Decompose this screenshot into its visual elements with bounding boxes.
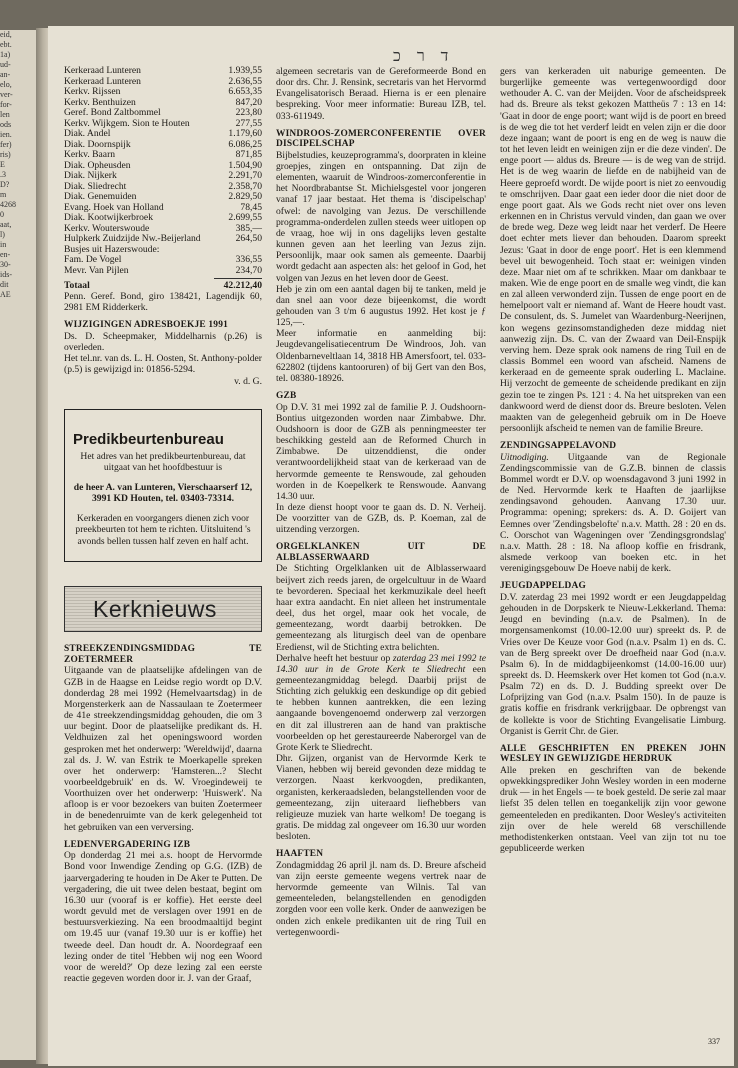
prev-page-fragment: 1a)	[0, 50, 11, 59]
heading-orgelklanken: ORGELKLANKEN UIT DE ALBLASSERWAARD	[276, 542, 486, 563]
donation-row: Diak. Andel 1.179,60	[64, 128, 262, 139]
prev-page-fragment: elo,	[0, 80, 12, 89]
prev-page-fragment: fer)	[0, 140, 12, 149]
heading-gzb: GZB	[276, 391, 297, 402]
previous-page-edge	[0, 30, 36, 1060]
page-number: 337	[708, 1037, 720, 1046]
donation-row: Diak. Kootwijkerbroek 2.699,55	[64, 212, 262, 223]
prev-page-fragment: ebt.	[0, 40, 12, 49]
prev-page-fragment: .3	[0, 170, 6, 179]
prev-page-fragment: ris)	[0, 150, 11, 159]
prev-page-fragment: AE	[0, 290, 11, 299]
total-note: Penn. Geref. Bond, giro 138421, Lagendijk 60, 2981 EM Ridderkerk.	[64, 291, 262, 314]
box-title: Predikbeurtenbureau	[73, 430, 224, 448]
donation-row: Evang. Hoek van Holland 78,45	[64, 201, 262, 213]
prev-page-fragment: ud-	[0, 60, 11, 69]
donation-row: Busjes uit Hazerswoude:	[64, 243, 160, 255]
heading-windroos: WINDROOS-ZOMERCONFERENTIE OVER DISCIPELSCHAP	[276, 128, 486, 150]
donation-list	[64, 66, 262, 276]
prev-page-fragment: an-	[0, 70, 11, 79]
heading-jeugdappeldag: JEUGDAPPELDAG	[500, 581, 586, 592]
donation-row: Kerkv. Baarn 871,85	[64, 149, 262, 160]
prev-page-fragment: for-	[0, 100, 12, 109]
top-mark: ד ר כ	[393, 48, 455, 65]
total-rule	[214, 278, 262, 279]
prev-page-fragment: ods	[0, 120, 12, 129]
signature: v. d. G.	[234, 375, 262, 387]
prev-page-fragment: 4268	[0, 200, 16, 209]
column-1: Kerkeraad Lunteren 1.939,55 Kerkeraad Lunteren 2.636,55 Kerkv. Rijssen 6.653,35 Kerkv. Benthuizen 847,20 Geref. Bond Zaltbommel 223,80 Kerkv. Wijkgem. Sion te Houten 277,55 Diak. Andel 1.179,60 Diak. Doornspijk 6.086,25 Kerkv. Baarn 871,85 Diak. Opheusden 1.504,90 Diak. Nijkerk 2.291,70 Diak. Sliedrecht 2.358,70 Diak. Genemuiden 2.829,50 Evang. Hoek van Holland 78,45 Diak. Kootwijkerbroek 2.699,55 Kerkv. Wouterswoude 385,— Hulpkerk Zuidzijde Nw.-Beijerland 264,50 Busjes uit Hazerswoude: Fam. De Vogel 336,55 Mevr. Van Pijlen 234,70 Totaal 42.212,40 Penn. Geref. Bond, giro 138421, Lagendijk 60, 2981 EM Ridderkerk. WIJZIGINGEN ADRESBOEKJE 1991 Ds. D. Scheepmaker, Middelharnis (p.26) is overleden. Het tel.nr. van ds. L. H. Oosten, St. Anthony-polder (p.5) is gewijzigd in: 01856-5294. v. d. G. Predikbeurtenbureau Het adres van het predikbeurtenbureau, dat uitgaat van het hoofdbestuur is de heer A. van Lunteren, Vierschaarserf 12, 3991 KD Houten, tel. 03403-73314. Kerkeraden en voorgangers dienen zich voor preekbeurten tot hem te richten. Uitsluitend 's avonds bellen tussen half zeven en half acht. Kerknieuws STREEKZENDINGSMIDDAG TE ZOETERMEER Uitgaande van de plaatselijke afdelingen van de GZB in de Haagse en Leidse regio wordt op D.V. donderdag 28 mei 1992 (Hemelvaartsdag) in de Morgensterkerk aan de Nassaulaan te Zoetermeer de 41e streekzendingsmiddag gehouden, die om 3 uur begint. Door de plaatselijke predikant ds. H. Veldhuizen zal het openingswoord worden gesproken met het onderwerp: 'Wereldwijd', daarna zal ds. J. W. van Estrik te Moerkapelle spreken over het onderwerp: 'Hamsteren...? Slecht voorbeeldgebruik' en ds. W. Vroegindeweij te Voorthuizen over het onderwerp: 'Huiswerk'. Na afloop is er voor bezoekers van buiten Zoetermeer in de benedenruimte van de kerk gelegenheid tot het gebruiken van een verversing. LEDENVERGADERING IZB Op donderdag 21 mei a.s. hoopt de Hervormde Bond voor Inwendige Zending op G.G. (IZB) de jaarvergadering te houden in De Aker te Putten. De vergadering, die uit twee delen bestaat, begint om 16.30 uur (vooraf is er koffie). Het eerste deel wordt gevuld met de verslagen over 1991 en de bestuursverkiezing. Na een broodmaaltijd begint om 19.45 uur (vanaf 19.30 uur is er koffie) het tweede deel. Dan houdt dr. A. Noordegraaf een lezing onder de titel 'Hebben wij nog een Woord voor de wereld?' Op deze lezing zal een eerste reactie gegeven worden door ir. J. van der Graaf,	[64, 65, 262, 984]
prev-page-fragment: ien.	[0, 130, 12, 139]
donation-row: Mevr. Van Pijlen 234,70	[64, 264, 262, 276]
column-3: gers van kerkeraden uit naburige gemeenten. De burgerlijke gemeente was vertegenwoordigd door wethouder A. C. van der Meijden. Voor de afscheidspreek had ds. Breure als tekst gekozen Mattheüs 7 : 13 en 14: 'Gaat in door de enge poort; want wijd is de poort en breed is de weg die tot het verderf leidt en velen zijn er die door deze ingaan; want de poort is eng en de weg is nauw die tot het leven leidt en weinigen zijn er die deze vinden'. De enge poort — aldus ds. Breure — is de weg van de strijd. Het is de weg waarin de liefde en de nabijheid van de Heere geproefd wordt. De wijde poort is niet zo eenvoudig te omschrijven. Daar gaat een ieder door die niet door de enge poort gaat. Als we Gods recht niet over ons leven erkennen en in Christus vervuld vinden, dan gaan we over de brede weg. Deze weg leidt naar het verderf. De Heere doet echter mets liever dan behouden. Daarom spreekt Jezus: 'Gaat in door de enge poort'. Het is een klemmend bevel uit bewogenheid. Toch staat er: weinigen vinden deze. Maar niet om af te schrikken. Maar om dankbaar te maken. Wie de enge poort en de smalle weg vindt, die kan en zal alleen verwonderd zijn. Tussen de enge poort en de hemelpoort valt er niemand af. Want de Heere houdt vast. De consulent, ds. S. Jumelet van Waardenburg-Neerijnen, kon wegens gezinsomstandigheden deze middag niet aanwezig zijn. Ds. C. van der Zwaard van Deil-Enspijk verving hem. Deze sprak ook namens de ring Tuil en de classis Bommel een woord van afscheid. Namens de kerkeraad en de gemeente sprak ouderling L. Maclaine. Hij verzocht de gemeente de scheidende predikant en zijn gezin toe te zingen Ps. 121 : 4. Na het uitspreken van een dankwoord werd de dienst door ds. Breure besloten. Velen maakten van de gelegenheid gebruik om in De Hoeve persoonlijk afscheid te nemen van de familie Breure. ZENDINGSAPPELAVOND Uitnodiging. Uitgaande van de Regionale Zendingscommissie van de G.Z.B. binnen de classis Bommel wordt er D.V. op woensdagavond 3 juni 1992 in de Ned. Hervormde kerk te Haaften de jaarlijkse zendingsavond gehouden. Aanvang 17.30 uur. Programma: opening; sprekers: ds. A. D. Goijert van Eemnes over 'Zendingsbelofte' n.a.v. Matth. 28 : 20 en ds. C. Oorschot van Wageningen over 'Zendingsgrondslag' n.a.v. Matth. 28 : 18. Na afloop koffie en frisdrank, alsmede verkoop van boeken etc. in het verenigingsgebouw De Hoeve nabij de kerk. JEUGDAPPELDAG D.V. zaterdag 23 mei 1992 wordt er een Jeugdappeldag gehouden in de Dorpskerk te Nieuw-Lekkerland. Thema: Jeugd en bevinding (n.a.v. de Psalmen). In de morgensamenkomst (10.00-12.00 uur) spreekt ds. P. de Vries over De Keuze voor God (n.a.v. Psalm 1) en ds. C. van de Berg spreekt over De droefheid naar God (n.a.v. Psalm 6). In de middagbijeenkomst (14.00-16.00 uur) spreekt ds. D. Heemskerk over Het komen tot God (n.a.v. Psalm 72) en ds. D. J. Budding spreekt over De Lofprijzing van God (n.a.v. Psalm 150). In de pauze is gratis koffie en frisdrank verkrijgbaar. De opbrengst van de kollekte is voor de Stichting Evangelisatie Limburg. Organist is Gerrit Chr. de Gier. ALLE GESCHRIFTEN EN PREKEN JOHN WESLEY IN GEWIJZIGDE HERDRUK Alle preken en geschriften van de bekende opwekkingsprediker John Wesley worden in een moderne druk — in het Engels — te boek gesteld. De serie zal maar liefst 35 delen tellen en toegankelijk zijn voor gewone gemeenteleden en predikanten. Door Wesley's activiteiten zijn over de hele wereld 68 verschillende methodistenkerken ontstaan. Veel van zijn tot nu toe gepubliceerde werken	[500, 66, 726, 854]
zend-paragraph: Uitnodiging. Uitgaande van de Regionale Zendingscommissie van de G.Z.B. binnen de classis Bommel wordt er D.V. op woensdagavond 3 juni 1992 in de Ned. Hervormde kerk te Haaften de jaarlijkse zendingsavond gehouden. Aanvang 17.30 uur. Programma: opening; sprekers: ds. A. D. Goijert van Eemnes over 'Zendingsbelofte' n.a.v. Matth. 28 : 20 en ds. C. Oorschot van Wageningen over 'Zendingsgrondslag' n.a.v. Matth. 28 : 18. Na afloop koffie en frisdrank, alsmede verkoop van boeken etc. in het verenigingsgebouw De Hoeve nabij de kerk.	[500, 451, 726, 575]
page	[48, 26, 734, 1066]
prev-page-fragment: aat,	[0, 220, 12, 229]
donation-row: Fam. De Vogel 336,55	[64, 254, 262, 265]
kerknieuws-banner: Kerknieuws	[64, 586, 262, 632]
prev-page-fragment: m	[0, 190, 7, 199]
total-row: Totaal 42.212,40	[64, 280, 262, 291]
donation-row: Kerkv. Wijkgem. Sion te Houten 277,55	[64, 117, 262, 129]
heading-adresboekje: WIJZIGINGEN ADRESBOEKJE 1991	[64, 320, 228, 331]
prev-page-fragment: ids-	[0, 270, 12, 279]
donation-row: Geref. Bond Zaltbommel 223,80	[64, 107, 262, 118]
column-2: algemeen secretaris van de Gereformeerde Bond en door drs. Chr. J. Rensink, secretaris van het Hervormd Evangelisatorisch Beraad. Hierna is er een plenaire bespreking. Voor meer informatie: Bureau IZB, tel. 033-611949. WINDROOS-ZOMERCONFERENTIE OVER DISCIPELSCHAP Bijbelstudies, keuzeprogramma's, doorpraten in kleine groepjes, zingen en ontspanning. Dat zijn de elementen, waaruit de Windroos-zomerconferentie in het Noordbrabantse St. Michielsgestel voor jongeren vanaf 17 jaar bestaat. Het thema is 'discipelschap' ofwel: de navolging van Jezus. De verschillende programma-onderdelen zullen steeds weer uitlopen op de vraag, hoe wij in ons dagelijks leven gestalte kunnen geven aan het leerling van Jezus zijn. Persoonlijk, maar ook samen als gemeente. Daarbij wordt gedacht aan aspecten als: het geloof in God, het volgen van Jezus en het leven door de Geest. Heb je zin om een aantal dagen bij te tanken, meld je dan snel aan voor deze bijeenkomst, die wordt gehouden van 3 t/m 6 augustus 1992. Het kost je ƒ 125,—. Meer informatie en aanmelding bij: Jeugdevangelisatiecentrum De Windroos, Joh. van Oldenbarneveltlaan 14, 3818 HB Amersfoort, tel. 033-622802 (tijdens kantooruren) of bij Gert van den Bos, tel. 08380-18926. GZB Op D.V. 31 mei 1992 zal de familie P. J. Oudshoorn-Bontius uitgezonden worden naar Zimbabwe. Dhr. Oudshoorn is door de GZB als penningmeester ter beschikking gesteld aan de Reformed Church in Zimbabwe. De uitzenddienst, die onder verantwoordelijkheid staat van de kerkeraad van de hervormde gemeente te Renswoude, zal gehouden worden in de Koepelkerk te Renswoude. Aanvang 14.30 uur. In deze dienst hoopt voor te gaan ds. D. N. Verheij. De voorzitter van de GZB, ds. P. Koeman, zal de uitzending verzorgen. ORGELKLANKEN UIT DE ALBLASSERWAARD De Stichting Orgelklanken uit de Alblasserwaard beijvert zich reeds jaren, de orgelcultuur in de Waard te bevorderen. Speciaal het kerkmuzikale deel heeft haar extra aandacht. En niet alleen het instrumentale deel, dus het orgel, maar ook het vocale, de gemeentezang, wordt daarbij betrokken. De gemeentezang als liturgisch deel van de openbare Eredienst, wil de Stichting extra belichten. Derhalve heeft het bestuur op zaterdag 23 mei 1992 te 14.30 uur in de Grote Kerk te Sliedrecht een gemeentezangmiddag belegd. Daarbij prijst de Stichting zich gelukkig een deskundige op dit gebied te hebben kunnen aantrekken, die een lezing aangaande bovengenoemd onderwerp zal verzorgen en dit zal illustreren aan de hand van praktische voorbeelden op het gerestaureerde Naberorgel van de Grote Kerk te Sliedrecht. Dhr. Gijzen, organist van de Hervormde Kerk te Vianen, hebben wij bereid gevonden deze middag te verzorgen. Naast kerkvoogden, predikanten, organisten, kerkeraadsleden, belangstellenden voor de gemeentezang, zijn uiteraard liefhebbers van religieuze muziek van harte welkom! De toegang is gratis. De middag zal ongeveer om 16.30 uur worden besloten. HAAFTEN Zondagmiddag 26 april jl. nam ds. D. Breure afscheid van zijn eerste gemeente wegens vertrek naar de hervormde gemeente van Wilnis. Tal van gemeenteleden, belangstellenden en genodigden zorgden voor een volle kerk. Onder de aanwezigen be onden zich enkele predikanten uit de ring Tuil en vertegenwoordi-	[276, 66, 486, 938]
prev-page-fragment: eid,	[0, 30, 12, 39]
prev-page-fragment: dit	[0, 280, 9, 289]
prev-page-fragment: len	[0, 110, 10, 119]
prev-page-fragment: in	[0, 240, 7, 249]
prev-page-fragment: l)	[0, 230, 5, 239]
donation-row: Kerkv. Benthuizen 847,20	[64, 96, 262, 108]
prev-page-fragment: E	[0, 160, 5, 169]
donation-row: Kerkeraad Lunteren 1.939,55	[64, 65, 262, 76]
heading-ledenvergadering: LEDENVERGADERING IZB	[64, 839, 191, 850]
orgel-paragraph-2: Derhalve heeft het bestuur op zaterdag 23 mei 1992 te 14.30 uur in de Grote Kerk te Sliedrecht een gemeentezangmiddag belegd. Daarbij prijst de Stichting zich gelukkig een deskundige op dit gebied te hebben kunnen aantrekken, die een lezing aangaande bovengenoemd onderwerp zal verzorgen en dit zal illustreren aan de hand van praktische voorbeelden op het gerestaureerde Naberorgel van de Grote Kerk te Sliedrecht.	[276, 652, 486, 753]
heading-wesley: ALLE GESCHRIFTEN EN PREKEN JOHN WESLEY IN GEWIJZIGDE HERDRUK	[500, 743, 726, 765]
prev-page-fragment: ver-	[0, 90, 13, 99]
donation-row: Kerkv. Wouterswoude 385,—	[64, 222, 262, 234]
prev-page-fragment: D?	[0, 180, 10, 189]
donation-row: Diak. Sliedrecht 2.358,70	[64, 180, 262, 192]
donation-row: Kerkv. Rijssen 6.653,35	[64, 86, 262, 97]
prev-page-fragment: 30-	[0, 260, 11, 269]
heading-zendingsappelavond: ZENDINGSAPPELAVOND	[500, 441, 617, 452]
predikbeurtenbureau-box: Predikbeurtenbureau Het adres van het predikbeurtenbureau, dat uitgaat van het hoofdbestuur is de heer A. van Lunteren, Vierschaarserf 12, 3991 KD Houten, tel. 03403-73314. Kerkeraden en voorgangers dienen zich voor preekbeurten tot hem te richten. Uitsluitend 's avonds bellen tussen half zeven en half acht.	[64, 409, 262, 563]
donation-row: Diak. Opheusden 1.504,90	[64, 159, 262, 171]
donation-row: Diak. Genemuiden 2.829,50	[64, 191, 262, 202]
donation-row: Kerkeraad Lunteren 2.636,55	[64, 75, 262, 87]
prev-page-fragment: en-	[0, 250, 11, 259]
heading-haaften: HAAFTEN	[276, 849, 324, 860]
donation-row: Diak. Nijkerk 2.291,70	[64, 170, 262, 181]
heading-streekzending: STREEKZENDINGSMIDDAG TE ZOETERMEER	[64, 644, 262, 665]
donation-row: Hulpkerk Zuidzijde Nw.-Beijerland 264,50	[64, 233, 262, 244]
prev-page-fragment: 0	[0, 210, 4, 219]
donation-row: Diak. Doornspijk 6.086,25	[64, 138, 262, 150]
